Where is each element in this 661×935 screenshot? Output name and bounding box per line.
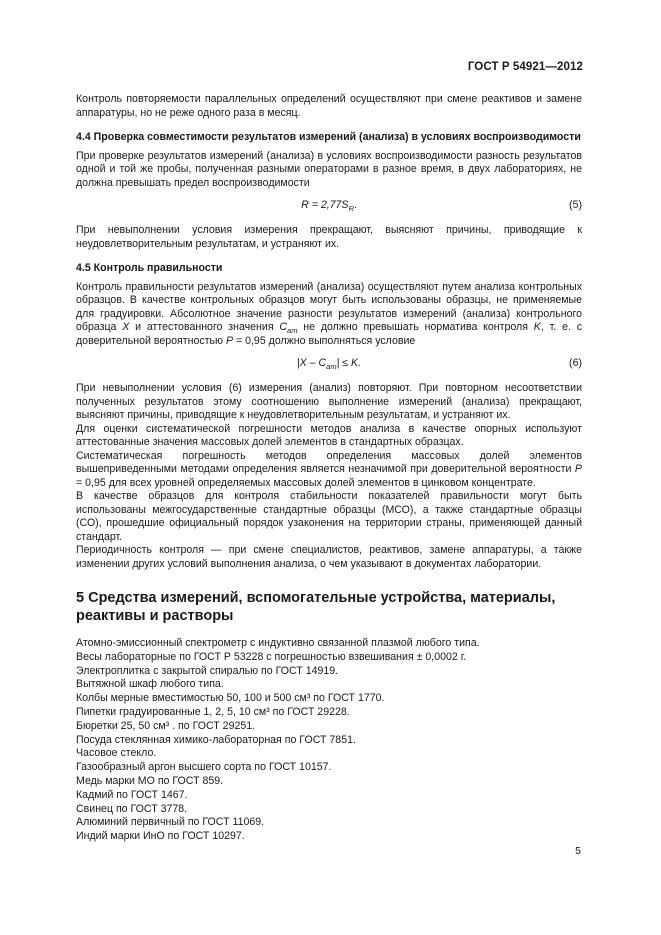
section-4-4-text-1: При проверке результатов измерений (анализа) в условиях воспроизводимости разность результатов одной и той же пробы, полученная разными операторами в разное время, в двух лабораториях, не должна превышать предел воспроизводимости — [76, 149, 582, 189]
list-item: Электроплитка с закрытой спиралью по ГОСТ 14919. — [76, 664, 339, 677]
formula-6-right: | ≤ K. — [336, 357, 362, 369]
standard-header: ГОСТ Р 54921—2012 — [467, 61, 583, 73]
formula-6-subscript: ат — [326, 362, 337, 372]
formula-6-number: (6) — [569, 357, 582, 369]
s45-p1-part-a: Контроль правильности результатов измерений (анализа) осуществляют путем анализа контрольных образцов. В качестве контрольных образцов могут быть использованы образцы, не применяемые для градуировки. Абсолютное значение разности результатов измерений (анализа) контрольного образца — [76, 280, 582, 333]
list-item: Посуда стеклянная химико-лабораторная по ГОСТ 7851. — [76, 733, 356, 746]
formula-5-subscript: R — [348, 204, 354, 214]
section-4-4-paragraph-2 — [76, 224, 582, 251]
section-4-5-paragraph-1 — [76, 281, 582, 349]
section-4-5-paragraph-6: Периодичность контроля — при смене специалистов, реактивов, замене аппаратуры, а также изменении других условий выполнения анализа, о чем указывают в документах лаборатории. — [76, 544, 582, 570]
formula-6-expression — [76, 357, 582, 371]
s45-var-c: C — [279, 321, 288, 333]
equipment-list — [76, 637, 582, 844]
section-5-heading: 5 Средства измерений, вспомогательные устройства, материалы, реактивы и растворы — [76, 590, 556, 624]
list-item: Пипетки градуированные 1, 2, 5, 10 см³ по ГОСТ 29228. — [76, 705, 350, 718]
section-4-5-paragraph-4 — [76, 450, 582, 491]
list-item: Газообразный аргон высшего сорта по ГОСТ 10157. — [76, 761, 332, 774]
list-item: Часовое стекло. — [76, 747, 157, 760]
formula-6 — [76, 357, 582, 371]
s45-p1-part-b: и аттестованного значения — [129, 321, 280, 333]
section-4-5-paragraph-2: При невыполнении условия (6) измерения (анализ) повторяют. При повторном несоответствии полученных результатов этому соотношению выполнение измерений (анализа) прекращают, выясняют причины, приводящие к неудовлетворительным результатам, и устраняют их. — [76, 382, 582, 421]
page-number: 5 — [575, 845, 581, 857]
s45-p1-part-c: не должно превышать норматива контроля — [297, 321, 534, 333]
s45-p1-part-e: = 0,95 должно выполняться условие — [233, 334, 416, 347]
list-item: Медь марки МО по ГОСТ 859. — [76, 774, 224, 787]
list-item: Весы лабораторные по ГОСТ Р 53228 с погрешностью взвешивания ± 0,0002 г. — [76, 650, 467, 663]
list-item: Индий марки ИнО по ГОСТ 10297. — [76, 830, 245, 843]
section-4-4-paragraph-1 — [76, 150, 582, 191]
section-4-5-paragraph-3: Для оценки систематической погрешности методов анализа в качестве опорных используют аттестованные значения массовых долей элементов в стандартных образцах. — [76, 422, 582, 448]
page-content — [76, 93, 582, 844]
list-item: Колбы мерные вместимостью 50, 100 и 500 см³ по ГОСТ 1770. — [76, 692, 385, 705]
formula-6-left: |X – C — [296, 357, 327, 369]
section-4-5-paragraph-5: В качестве образцов для контроля стабильности показателей правильности могут быть использованы межгосударственные стандартные образцы (МСО), а также стандартные образцы (СО), прошедшие официальный порядок узаконения на территории страны, применяющей данный стандарт. — [76, 490, 582, 543]
section-4-4-text-2: При невыполнении условия измерения прекращают, выясняют причины, приводящие к неудовлетворительным результатам, и устраняют их. — [76, 224, 582, 250]
list-item: Атомно-эмиссионный спектрометр с индуктивно связанной плазмой любого типа. — [76, 637, 480, 649]
s45-var-p: P — [225, 334, 234, 347]
list-item: Алюминий первичный по ГОСТ 11069. — [76, 816, 265, 829]
formula-5-body: R = 2,77S — [301, 199, 349, 211]
s45-p4-part-b: = 0,95 для всех уровней определяемых массовых долей элементов в цинковом концентрате. — [76, 476, 536, 489]
s45-p1-part-d: , т. е. с доверительной вероятностью — [76, 321, 583, 347]
s45-var-c-subscript: ат — [287, 326, 298, 336]
list-item: Вытяжной шкаф любого типа. — [76, 678, 224, 691]
s45-p4-part-a: Систематическая погрешность методов определения массовых долей элементов вышеприведенными методами определения является незначимой при доверительной вероятности — [76, 449, 582, 475]
section-4-5-heading: 4.5 Контроль правильности — [76, 262, 223, 274]
list-item: Свинец по ГОСТ 3778. — [76, 802, 188, 815]
formula-5-expression: $R = 2,77S_R$. — [301, 199, 357, 214]
list-item: Кадмий по ГОСТ 1467. — [76, 788, 188, 801]
list-item: Бюретки 25, 50 см³ . по ГОСТ 29251. — [76, 719, 256, 732]
intro-paragraph — [76, 93, 582, 120]
s45-var-x: X — [122, 321, 130, 333]
s45-p4-var-p: P — [574, 463, 582, 475]
formula-5 — [76, 199, 582, 213]
section-4-4-heading: 4.4 Проверка совместимости результатов измерений (анализа) в условиях воспроизводимости — [76, 131, 581, 143]
intro-text: Контроль повторяемости параллельных определений осуществляют при смене реактивов и замене аппаратуры, но не реже одного раза в месяц. — [76, 93, 582, 119]
formula-5-number: (5) — [569, 199, 582, 211]
s45-var-k: K — [533, 321, 541, 333]
